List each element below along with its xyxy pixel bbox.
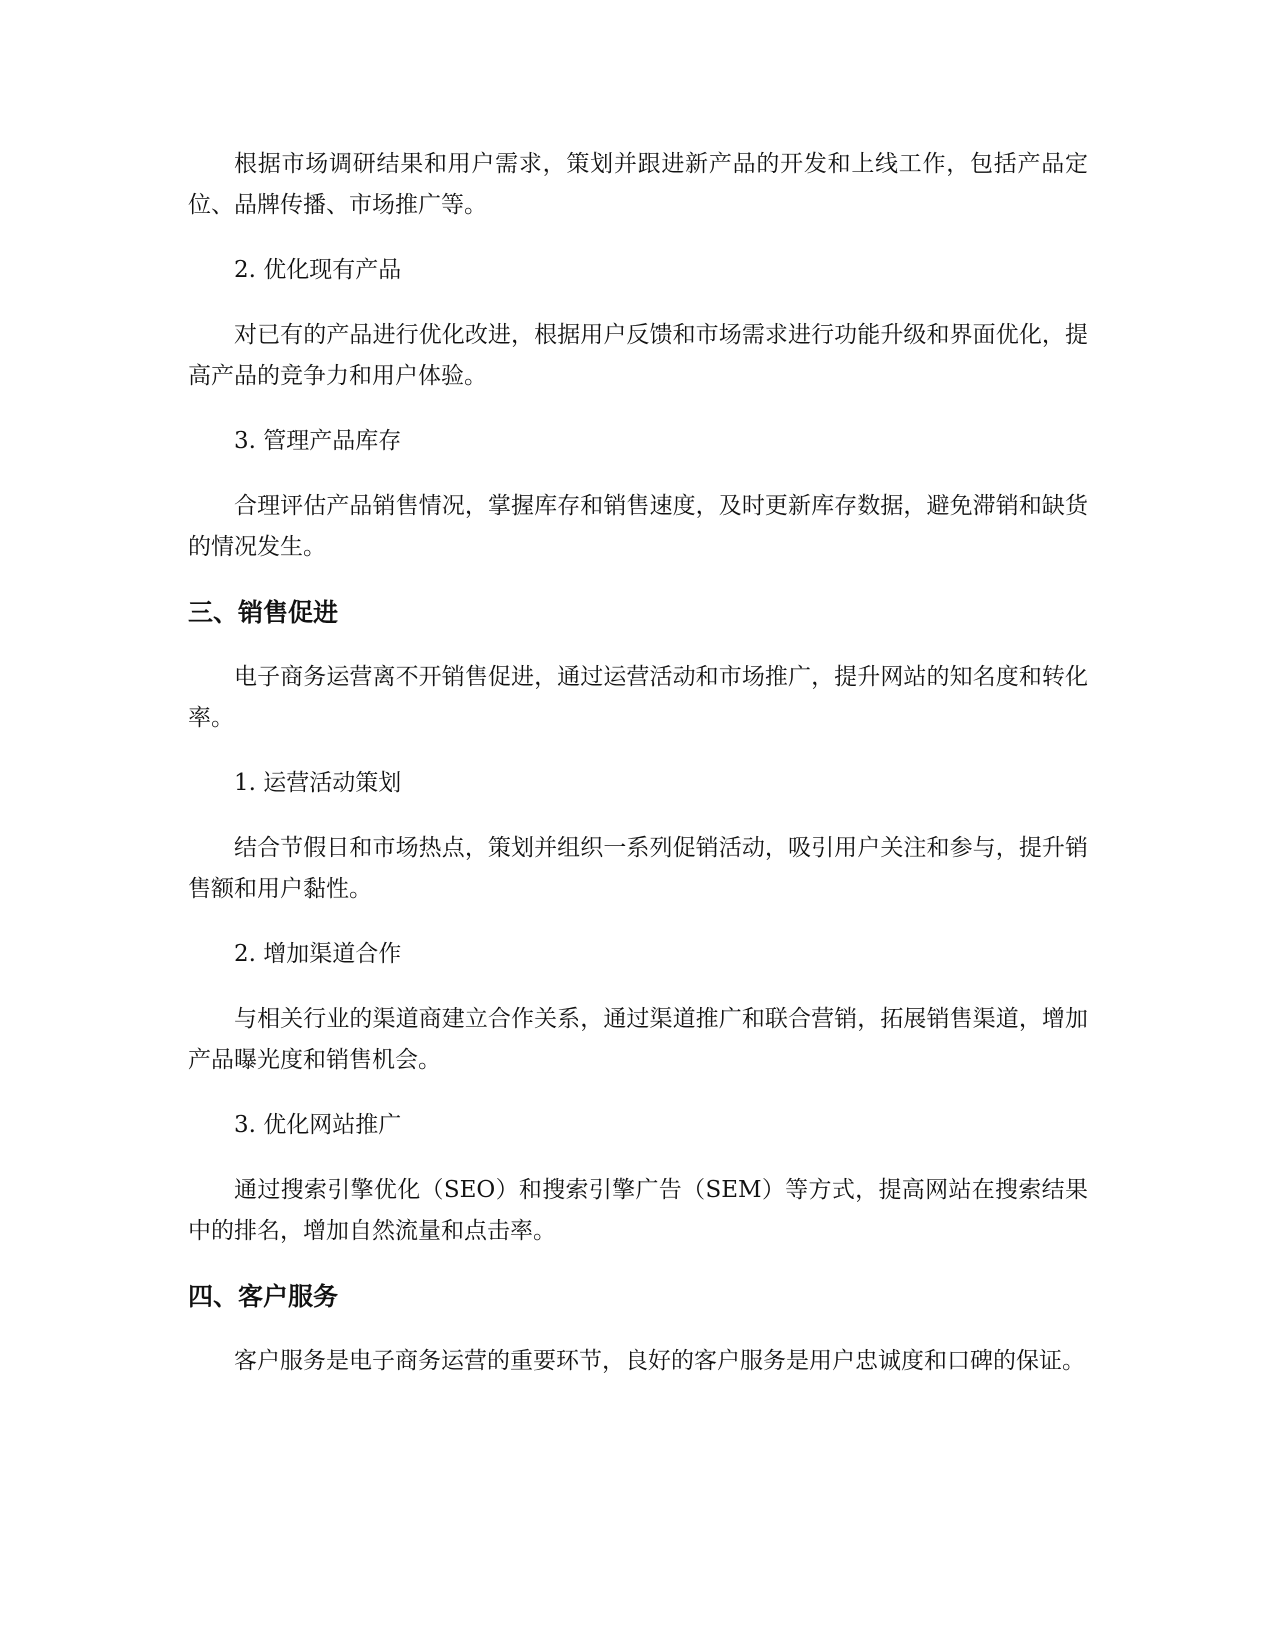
section-heading-sales-promotion: 三、销售促进	[188, 598, 339, 627]
paragraph-optimize-products: 对已有的产品进行优化改进，根据用户反馈和市场需求进行功能升级和界面优化，提高产品的竞争力和用户体验。	[188, 322, 1088, 389]
list-item-website-promotion: 3. 优化网站推广	[234, 1112, 402, 1138]
paragraph-channel-cooperation: 与相关行业的渠道商建立合作关系，通过渠道推广和联合营销，拓展销售渠道，增加产品曝光度和销售机会。	[188, 1006, 1088, 1073]
section-heading-customer-service: 四、客户服务	[188, 1282, 339, 1311]
paragraph-campaign-planning: 结合节假日和市场热点，策划并组织一系列促销活动，吸引用户关注和参与，提升销售额和用户黏性。	[188, 835, 1088, 902]
paragraph-new-product-planning: 根据市场调研结果和用户需求，策划并跟进新产品的开发和上线工作，包括产品定位、品牌传播、市场推广等。	[188, 151, 1088, 218]
paragraph-sales-promotion-intro: 电子商务运营离不开销售促进，通过运营活动和市场推广，提升网站的知名度和转化率。	[188, 664, 1088, 731]
list-item-campaign-planning: 1. 运营活动策划	[234, 770, 402, 796]
paragraph-manage-inventory: 合理评估产品销售情况，掌握库存和销售速度，及时更新库存数据，避免滞销和缺货的情况发生。	[188, 493, 1088, 560]
list-item-manage-inventory: 3. 管理产品库存	[234, 428, 402, 454]
list-item-channel-cooperation: 2. 增加渠道合作	[234, 941, 402, 967]
list-item-optimize-products: 2. 优化现有产品	[234, 257, 402, 283]
paragraph-website-promotion: 通过搜索引擎优化（SEO）和搜索引擎广告（SEM）等方式，提高网站在搜索结果中的排名，增加自然流量和点击率。	[188, 1177, 1088, 1244]
document-body	[188, 144, 1088, 1406]
paragraph-customer-service-intro: 客户服务是电子商务运营的重要环节，良好的客户服务是用户忠诚度和口碑的保证。	[234, 1348, 1085, 1374]
